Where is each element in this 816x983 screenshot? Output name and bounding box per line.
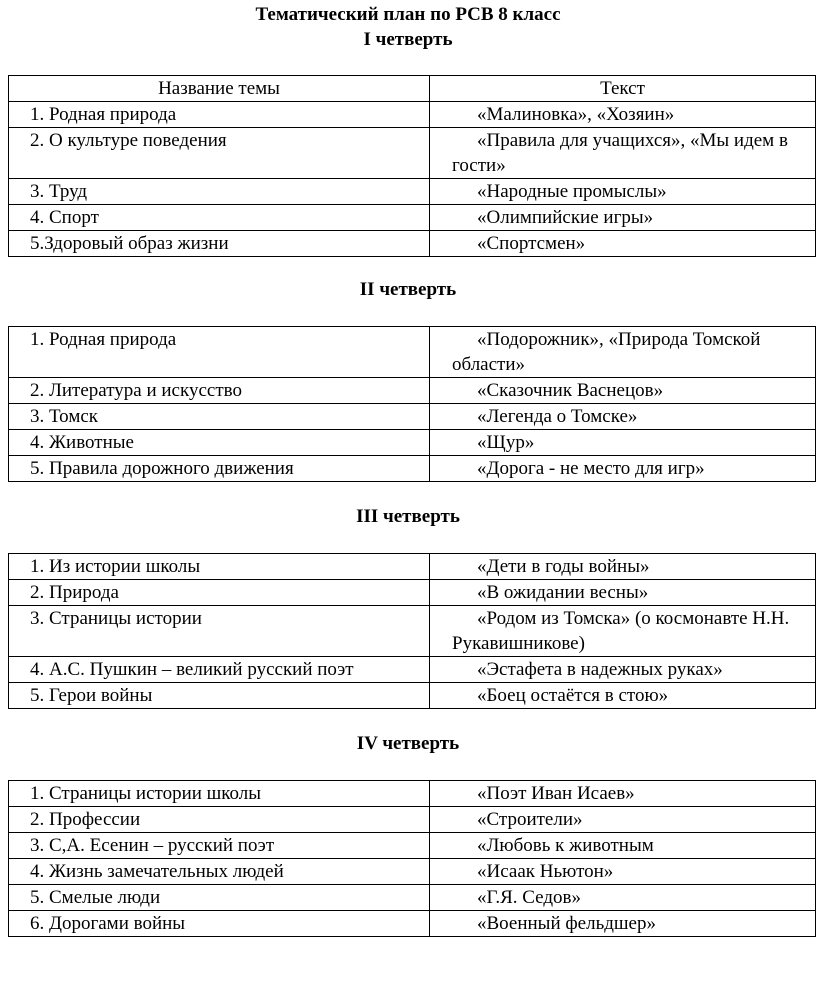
table-row: [9, 657, 816, 683]
table-row: [9, 404, 816, 430]
text-cell: «Щур»: [430, 430, 816, 456]
text-cell: «Дорога - не место для игр»: [430, 456, 816, 482]
table-row: [9, 378, 816, 404]
table-row: [9, 554, 816, 580]
text-cell: «Дети в годы войны»: [430, 554, 816, 580]
table-row: [9, 833, 816, 859]
text-cell: «Сказочник Васнецов»: [430, 378, 816, 404]
text-cell: «Олимпийские игры»: [430, 205, 816, 231]
text-cell: «Эстафета в надежных руках»: [430, 657, 816, 683]
topic-cell: 4. Животные: [9, 430, 430, 456]
text-cell: «Подорожник», «Природа Томской области»: [430, 327, 816, 378]
text-cell: «Любовь к животным: [430, 833, 816, 859]
table-row: [9, 606, 816, 657]
quarter-2-heading: II четверть: [359, 279, 457, 300]
topic-cell: 3. Страницы истории: [9, 606, 430, 657]
table-row: [9, 430, 816, 456]
table-header-row: [9, 76, 816, 102]
quarter-1-heading: I четверть: [363, 29, 453, 50]
table-row: [9, 456, 816, 482]
table-row: [9, 179, 816, 205]
topic-cell: 5. Смелые люди: [9, 885, 430, 911]
table-row: [9, 781, 816, 807]
quarter-1-table: [8, 75, 816, 257]
quarter-2-table: [8, 326, 816, 482]
text-cell: «Поэт Иван Исаев»: [430, 781, 816, 807]
topic-cell: 4. А.С. Пушкин – великий русский поэт: [9, 657, 430, 683]
quarter-4-table: [8, 780, 816, 937]
table-row: [9, 580, 816, 606]
topic-cell: 6. Дорогами войны: [9, 911, 430, 937]
table-row: [9, 231, 816, 257]
topic-cell: 3. Труд: [9, 179, 430, 205]
table-row: [9, 885, 816, 911]
topic-cell: 2. Литература и искусство: [9, 378, 430, 404]
topic-cell: 4. Жизнь замечательных людей: [9, 859, 430, 885]
table-row: [9, 911, 816, 937]
text-cell: «Исаак Ньютон»: [430, 859, 816, 885]
column-header-topic: Название темы: [9, 76, 430, 102]
topic-cell: 5. Правила дорожного движения: [9, 456, 430, 482]
text-cell: «Боец остаётся в стою»: [430, 683, 816, 709]
topic-cell: 2. Природа: [9, 580, 430, 606]
document-title: Тематический план по РСВ 8 класс: [255, 4, 561, 25]
quarter-3-table: [8, 553, 816, 709]
topic-cell: 5. Герои войны: [9, 683, 430, 709]
text-cell: «Спортсмен»: [430, 231, 816, 257]
text-cell: «Правила для учащихся», «Мы идем в гости»: [430, 128, 816, 179]
table-row: [9, 128, 816, 179]
text-cell: «Малиновка», «Хозяин»: [430, 102, 816, 128]
table-row: [9, 859, 816, 885]
topic-cell: 3. Томск: [9, 404, 430, 430]
text-cell: «В ожидании весны»: [430, 580, 816, 606]
topic-cell: 1. Родная природа: [9, 102, 430, 128]
topic-cell: 2. О культуре поведения: [9, 128, 430, 179]
table-row: [9, 807, 816, 833]
text-cell: «Легенда о Томске»: [430, 404, 816, 430]
table-row: [9, 102, 816, 128]
table-row: [9, 683, 816, 709]
text-cell: «Родом из Томска» (о космонавте Н.Н. Рукавишникове): [430, 606, 816, 657]
quarter-3-heading: III четверть: [356, 506, 460, 527]
table-row: [9, 205, 816, 231]
topic-cell: 1. Из истории школы: [9, 554, 430, 580]
topic-cell: 5.Здоровый образ жизни: [9, 231, 430, 257]
topic-cell: 1. Страницы истории школы: [9, 781, 430, 807]
table-row: [9, 327, 816, 378]
column-header-text: Текст: [430, 76, 816, 102]
quarter-4-heading: IV четверть: [356, 733, 460, 754]
text-cell: «Строители»: [430, 807, 816, 833]
topic-cell: 3. С,А. Есенин – русский поэт: [9, 833, 430, 859]
text-cell: «Военный фельдшер»: [430, 911, 816, 937]
text-cell: «Народные промыслы»: [430, 179, 816, 205]
text-cell: «Г.Я. Седов»: [430, 885, 816, 911]
topic-cell: 4. Спорт: [9, 205, 430, 231]
topic-cell: 1. Родная природа: [9, 327, 430, 378]
topic-cell: 2. Профессии: [9, 807, 430, 833]
